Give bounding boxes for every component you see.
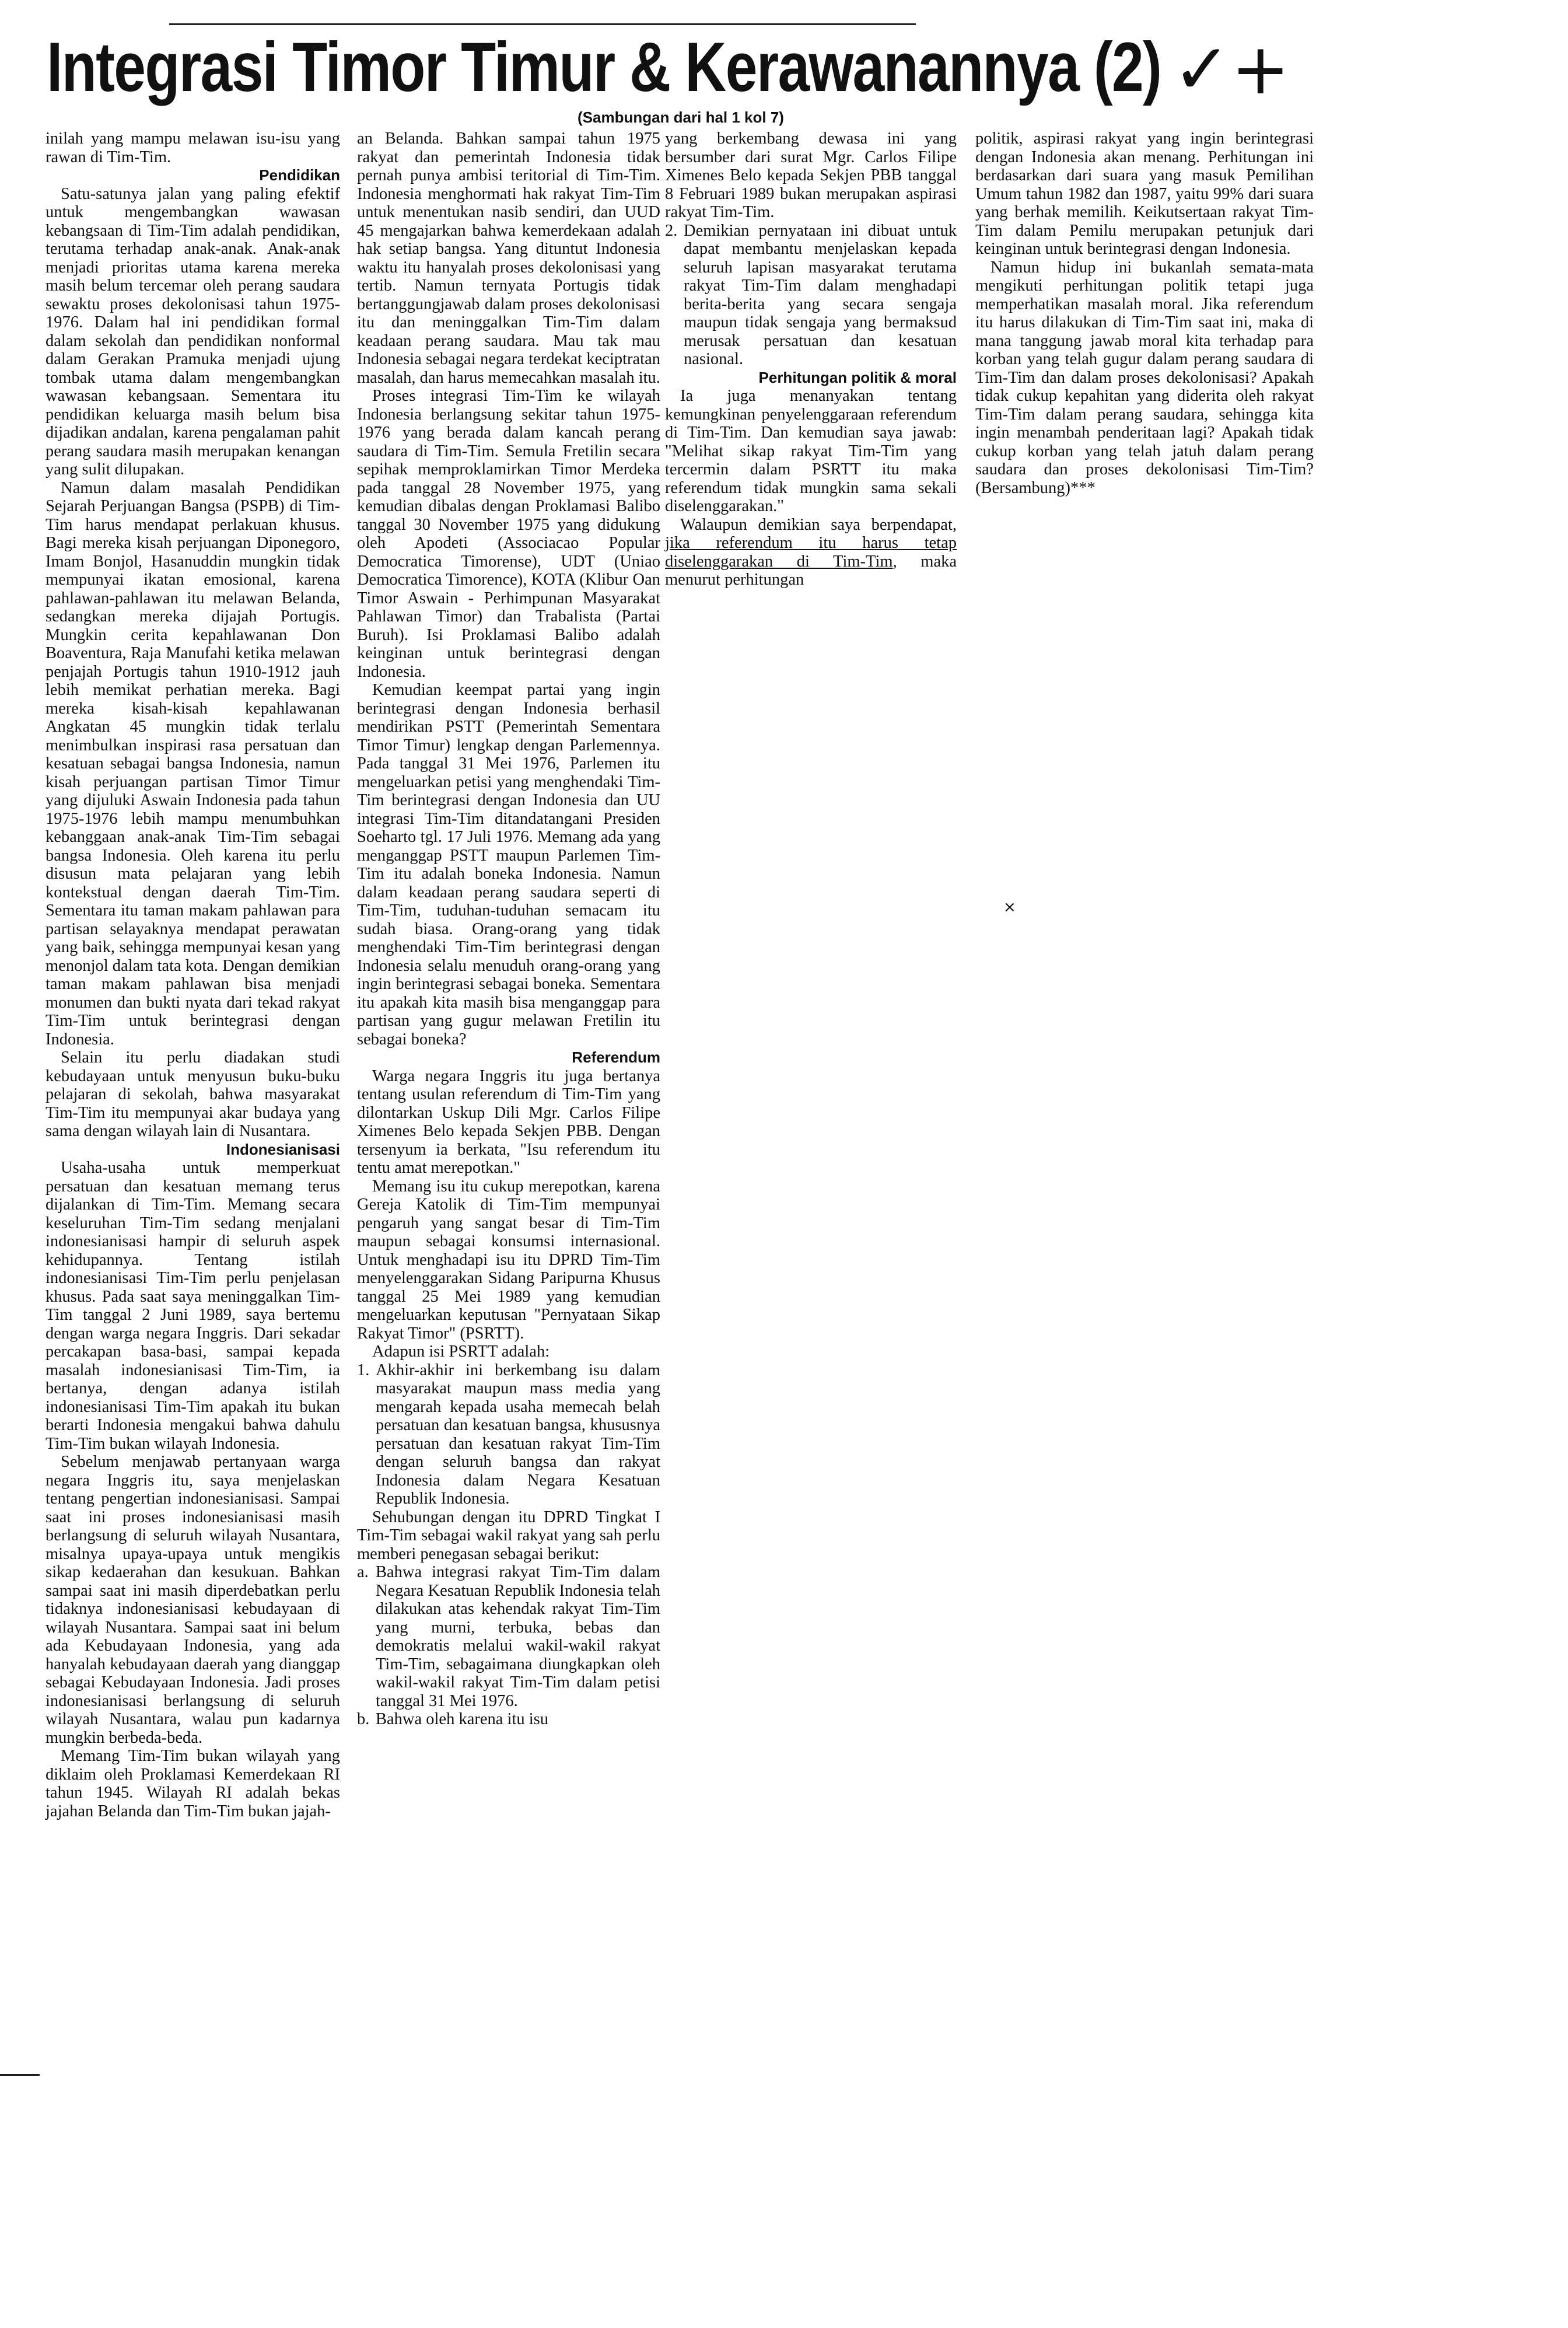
list-item xyxy=(357,1710,660,1729)
subheading-perhitungan: Perhitungan politik & moral xyxy=(758,368,957,386)
paragraph: Memang isu itu cukup merepotkan, karena Gereja Katolik di Tim-Tim mempunyai pengaruh yang sangat besar di Tim-Tim maupun sebagai konsumsi internasional. Untuk menghadapi isu itu DPRD Tim-Tim menyelenggarakan Sidang Paripurna Khusus tanggal 25 Mei 1989 yang kemudian mengeluarkan keputusan "Pernyataan Sikap Rakyat Timor" (PSRTT). xyxy=(357,1177,660,1343)
column-4 xyxy=(975,130,1314,497)
paragraph: politik, aspirasi rakyat yang ingin berintegrasi dengan Indonesia akan menang. Perhitungan ini berdasarkan dari suara yang masuk Pemilihan Umum tahun 1982 dan 1987, yaitu 99% dari suara yang berhak memilih. Keikutsertaan rakyat Tim-Tim dalam Pemilu merupakan petunjuk dari keinginan untuk berintegrasi dengan Indonesia. xyxy=(975,130,1314,258)
list-text: Akhir-akhir ini berkembang isu dalam masyarakat maupun mass media yang mengarah kepada usaha memecah belah persatuan dan kesatuan bangsa, khususnya persatuan dan kesatuan rakyat Tim-Tim dengan seluruh bangsa dan rakyat Indonesia dalam Negara Kesatuan Republik Indonesia. xyxy=(376,1361,660,1508)
text-run: Walaupun demikian saya berpendapat, xyxy=(680,515,957,534)
list-item xyxy=(665,222,957,369)
continuation-note: (Sambungan dari hal 1 kol 7) xyxy=(578,109,784,126)
list-text: Demikian pernyataan ini dibuat untuk dapat membantu menjelaskan kepada seluruh lapisan masyarakat terutama rakyat Tim-Tim dalam menghadapi berita-berita yang secara sengaja maupun tidak sengaja yang bermaksud merusak persatuan dan kesatuan nasional. xyxy=(684,221,957,368)
text-run: , maka menurut perhitungan xyxy=(665,552,957,589)
paragraph: yang berkembang dewasa ini yang bersumber dari surat Mgr. Carlos Filipe Ximenes Belo kepada Sekjen PBB tanggal 8 Februari 1989 bukan merupakan aspirasi rakyat Tim-Tim. xyxy=(665,130,957,221)
column-3 xyxy=(665,130,957,589)
column-1 xyxy=(46,130,340,1820)
list-text: Bahwa integrasi rakyat Tim-Tim dalam Negara Kesatuan Republik Indonesia telah dilakukan atas kehendak rakyat Tim-Tim yang murni, terbuka, bebas dan demokratis melalui wakil-wakil rakyat Tim-Tim, sebagaimana diungkapkan oleh wakil-wakil rakyat Tim-Tim dalam petisi tanggal 31 Mei 1976. xyxy=(376,1563,660,1710)
psrtt-sublist xyxy=(357,1563,660,1729)
margin-mark-line xyxy=(0,2074,40,2076)
handwritten-check-mark: ✓+ xyxy=(1172,29,1290,110)
paragraph: Ia juga menanyakan tentang kemungkinan penyelenggaraan referendum di Tim-Tim. Dan kemudian saya jawab: "Melihat sikap rakyat Tim-Tim yang tercermin dalam PSRTT itu maka referendum tidak mungkin sama sekali diselenggarakan." xyxy=(665,387,957,515)
psrtt-list-continued xyxy=(665,222,957,369)
list-letter: b. xyxy=(357,1710,370,1728)
list-item xyxy=(357,1563,660,1710)
paragraph: Selain itu perlu diadakan studi kebudayaan untuk menyusun buku-buku pelajaran di sekolah, bahwa masyarakat Tim-Tim itu mempunyai akar budaya yang sama dengan wilayah lain di Nusantara. xyxy=(46,1048,340,1140)
paragraph xyxy=(665,516,957,589)
subheading-referendum: Referendum xyxy=(572,1048,660,1066)
list-number: 1. xyxy=(357,1361,370,1379)
paragraph: Memang Tim-Tim bukan wilayah yang diklaim oleh Proklamasi Kemerdekaan RI tahun 1945. Wilayah RI adalah bekas jajahan Belanda dan Tim-Tim bukan jajah- xyxy=(46,1747,340,1820)
paragraph: Namun hidup ini bukanlah semata-mata mengikuti perhitungan politik tetapi juga memperhatikan masalah moral. Jika referendum itu harus dilakukan di Tim-Tim saat ini, maka di mana tanggung jawab moral kita terhadap para korban yang telah gugur dalam perang saudara di Tim-Tim dan dalam proses dekolonisasi? Apakah tidak cukup kepahitan yang diderita oleh rakyat Tim-Tim dalam perang saudara, sehingga kita ingin menambah penderitaan lagi? Apakah tidak cukup korban yang telah jatuh dalam perang saudara dan proses dekolonisasi Tim-Tim? (Bersambung)*** xyxy=(975,258,1314,497)
subheading-indonesianisasi: Indonesianisasi xyxy=(226,1140,340,1158)
paragraph: Adapun isi PSRTT adalah: xyxy=(372,1343,550,1361)
paragraph: an Belanda. Bahkan sampai tahun 1975 rakyat dan pemerintah Indonesia tidak pernah punya ambisi teritorial di Tim-Tim. Indonesia menghormati hak rakyat Tim-Tim untuk menentukan nasib sendiri, dan UUD 45 mengajarkan bahwa kemerdekaan adalah hak setiap bangsa. Yang dituntut Indonesia waktu itu hanyalah proses dekolonisasi yang tertib. Namun ternyata Portugis tidak bertanggungjawab dalam proses dekolonisasi itu dan meninggalkan Tim-Tim dalam keadaan perang saudara. Mau tak mau Indonesia sebagai negara terdekat keciptratan masalah, dan harus memecahkan masalah itu. xyxy=(357,130,660,387)
paragraph: Usaha-usaha untuk memperkuat persatuan dan kesatuan memang terus dijalankan di Tim-Tim. Memang secara keseluruhan Tim-Tim sedang menjalani indonesianisasi hampir di seluruh aspek kehidupannya. Tentang istilah indonesianisasi Tim-Tim perlu penjelasan khusus. Pada saat saya meninggalkan Tim-Tim tanggal 2 Juni 1989, saya bertemu dengan warga negara Inggris. Dari sekadar percakapan basa-basi, sampai kepada masalah indonesianisasi Tim-Tim, ia bertanya, dengan adanya istilah indonesianisasi Tim-Tim apakah itu bukan berarti Indonesia mengakui bahwa dahulu Tim-Tim bukan wilayah Indonesia. xyxy=(46,1159,340,1453)
paragraph: Namun dalam masalah Pendidikan Sejarah Perjuangan Bangsa (PSPB) di Tim-Tim harus mendapat perlakuan khusus. Bagi mereka kisah perjuangan Diponegoro, Imam Bonjol, Hasanuddin mungkin tidak mempunyai ikatan emosional, karena pahlawan-pahlawan itu melawan Belanda, sedangkan mereka dijajah Portugis. Mungkin cerita kepahlawanan Don Boaventura, Raja Manufahi ketika melawan penjajah Portugis tahun 1910-1912 jauh lebih memikat perhatian mereka. Bagi mereka kisah-kisah kepahlawanan Angkatan 45 mungkin tidak terlalu menimbulkan inspirasi rasa persatuan dan kesatuan sebagai bangsa Indonesia, namun kisah perjuangan partisan Timor Timur yang dijuluki Aswain Indonesia pada tahun 1975-1976 lebih mampu menumbuhkan kebanggaan anak-anak Tim-Tim sebagai bangsa Indonesia. Oleh karena itu perlu disusun mata pelajaran yang lebih kontekstual dengan daerah Tim-Tim. Sementara itu taman makam pahlawan para partisan selayaknya mendapat perawatan yang baik, sehingga mempunyai kesan yang menonjol dalam tata kota. Dengan demikian taman makam pahlawan bisa menjadi monumen dan bukti nyata dari tekad rakyat Tim-Tim untuk berintegrasi dengan Indonesia. xyxy=(46,478,340,1048)
list-number: 2. xyxy=(665,221,678,240)
list-text: Bahwa oleh karena itu isu xyxy=(376,1710,548,1728)
headline: Integrasi Timor Timur & Kerawanannya (2) xyxy=(47,28,1161,106)
list-item xyxy=(357,1361,660,1508)
margin-mark-cross: × xyxy=(1003,899,1016,916)
paragraph: Satu-satunya jalan yang paling efektif untuk mengembangkan wawasan kebangsaan di Tim-Tim adalah pendidikan, terutama terhadap anak-anak. Anak-anak menjadi prioritas utama karena mereka masih belum tercemar oleh perang saudara sewaktu proses dekolonisasi tahun 1975-1976. Dalam hal ini pendidikan formal dalam sekolah dan pendidikan nonformal dalam Gerakan Pramuka menjadi ujung tombak utama dalam mengembangkan wawasan kebangsaan. Sementara itu pendidikan keluarga masih belum bisa dijadikan andalan, karena pengalaman pahit perang saudara masih merupakan kenangan yang sulit dilupakan. xyxy=(46,184,340,478)
column-2 xyxy=(357,130,660,1729)
paragraph: Kemudian keempat partai yang ingin berintegrasi dengan Indonesia berhasil mendirikan PSTT (Pemerintah Sementara Timor Timur) lengkap dengan Parlemennya. Pada tanggal 31 Mei 1976, Parlemen itu mengeluarkan petisi yang menghendaki Tim-Tim berintegrasi dengan Indonesia dan UU integrasi Tim-Tim ditandatangani Presiden Soeharto tgl. 17 Juli 1976. Memang ada yang menganggap PSTT maupun Parlemen Tim-Tim itu adalah boneka Indonesia. Namun dalam keadaan perang saudara seperti di Tim-Tim, tuduhan-tuduhan semacam itu sudah biasa. Orang-orang yang tidak menghendaki Tim-Tim berintegrasi dengan Indonesia selalu menuduh orang-orang yang ingin berintegrasi sebagai boneka. Sementara itu apakah kita masih bisa menganggap para partisan yang gugur melawan Fretilin itu sebagai boneka? xyxy=(357,681,660,1048)
list-letter: a. xyxy=(357,1563,369,1581)
paragraph: Sebelum menjawab pertanyaan warga negara Inggris itu, saya menjelaskan tentang pengertian indonesianisasi. Sampai saat ini proses indonesianisasi masih berlangsung di seluruh wilayah Nusantara, misalnya upaya-upaya untuk mengikis sikap kedaerahan dan kesukuan. Bahkan sampai saat ini masih diperdebatkan perlu tidaknya indonesianisasi kebudayaan di wilayah Nusantara. Sampai saat ini belum ada Kebudayaan Indonesia, yang ada hanyalah kebudayaan daerah yang dianggap sebagai Kebudayaan Indonesia. Jadi proses indonesianisasi berlangsung di seluruh wilayah Nusantara, walau pun kadarnya mungkin berbeda-beda. xyxy=(46,1453,340,1747)
paragraph: Proses integrasi Tim-Tim ke wilayah Indonesia berlangsung sekitar tahun 1975-1976 yang berada dalam kancah perang saudara di Tim-Tim. Semula Fretilin secara sepihak memproklamirkan Timor Merdeka pada tanggal 28 November 1975, yang kemudian dibalas dengan Proklamasi Balibo tanggal 30 November 1975 yang didukung oleh Apodeti (Associacao Popular Democratica Timorense), UDT (Uniao Democratica Timorence), KOTA (Klibur Oan Timor Aswain - Perhimpunan Masyarakat Pahlawan Timor) dan Trabalista (Partai Buruh). Isi Proklamasi Balibo adalah keinginan untuk berintegrasi dengan Indonesia. xyxy=(357,387,660,681)
psrtt-list xyxy=(357,1361,660,1508)
paragraph: Warga negara Inggris itu juga bertanya tentang usulan referendum di Tim-Tim yang dilontarkan Uskup Dili Mgr. Carlos Filipe Ximenes Belo kepada Sekjen PBB. Dengan tersenyum ia berkata, "Isu referendum itu tentu amat merepotkan." xyxy=(357,1067,660,1177)
subheading-pendidikan: Pendidikan xyxy=(259,166,340,184)
paragraph: inilah yang mampu melawan isu-isu yang rawan di Tim-Tim. xyxy=(46,130,340,166)
underlined-text: jika referendum itu harus tetap diselenggarakan di Tim-Tim xyxy=(665,534,957,571)
paragraph: Sehubungan dengan itu DPRD Tingkat I Tim-Tim sebagai wakil rakyat yang sah perlu memberi penegasan sebagai berikut: xyxy=(357,1508,660,1563)
top-rule xyxy=(169,23,916,25)
